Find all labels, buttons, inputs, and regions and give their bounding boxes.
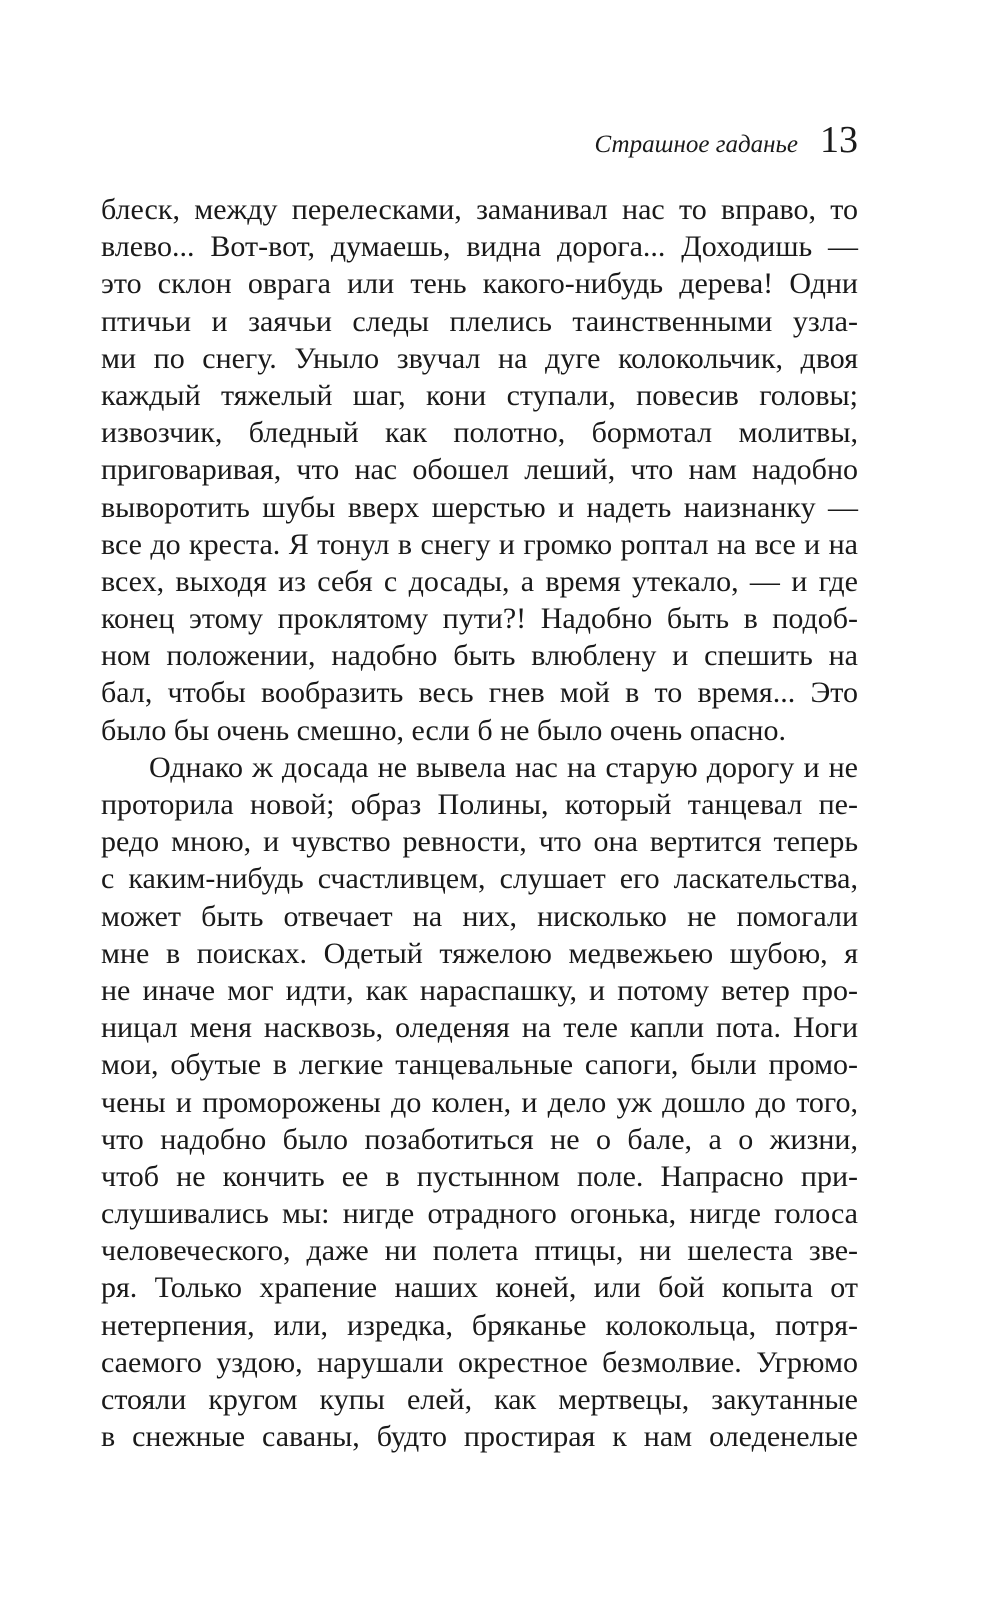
text-line: чтоб не кончить ее в пустынном поле. Напрасно при- bbox=[101, 1159, 858, 1193]
text-line: конец этому проклятому пути?! Надобно быть в подоб- bbox=[101, 602, 858, 636]
text-line: человеческого, даже ни полета птицы, ни шелеста зве- bbox=[101, 1234, 858, 1268]
text-line: влево... Вот-вот, думаешь, видна дорога... Доходишь — bbox=[101, 230, 858, 264]
text-line: редо мною, и чувство ревности, что она вертится теперь bbox=[101, 825, 858, 859]
text-line: птичьи и заячьи следы плелись таинственными узла- bbox=[101, 304, 858, 338]
paragraph bbox=[101, 749, 858, 1456]
text-line: нетерпения, или, изредка, бряканье колокольца, потря- bbox=[101, 1308, 858, 1342]
text-line: каждый тяжелый шаг, кони ступали, повесив головы; bbox=[101, 378, 858, 412]
running-title: Страшное гаданье bbox=[594, 131, 798, 158]
text-line: Однако ж досада не вывела нас на старую дорогу и не bbox=[149, 750, 858, 784]
text-line: в снежные саваны, будто простирая к нам оледенелые bbox=[101, 1420, 858, 1454]
text-line: мои, обутые в легкие танцевальные сапоги, были промо- bbox=[101, 1048, 858, 1082]
text-line: чены и проморожены до колен, и дело уж дошло до того, bbox=[101, 1085, 858, 1119]
text-line: саемого уздою, нарушали окрестное безмолвие. Угрюмо bbox=[101, 1345, 858, 1379]
text-line: всех, выходя из себя с досады, а время утекало, — и где bbox=[101, 564, 858, 598]
body-text bbox=[101, 191, 858, 1455]
text-line: ном положении, надобно быть влюблену и спешить на bbox=[101, 639, 858, 673]
text-line: ми по снегу. Уныло звучал на дуге колокольчик, двоя bbox=[101, 341, 858, 375]
text-line: с каким-нибудь счастливцем, слушает его ласкательства, bbox=[101, 862, 858, 896]
text-line: приговаривая, что нас обошел леший, что нам надобно bbox=[101, 453, 858, 487]
text-line: проторила новой; образ Полины, который танцевал пе- bbox=[101, 788, 858, 821]
text-line: блеск, между перелесками, заманивал нас то вправо, то bbox=[101, 193, 858, 226]
text-line: было бы очень смешно, если б не было очень опасно. bbox=[101, 713, 786, 747]
running-header bbox=[595, 118, 858, 162]
text-line: слушивались мы: нигде отрадного огонька, нигде голоса bbox=[101, 1197, 858, 1231]
text-line: ря. Только храпение наших коней, или бой копыта от bbox=[101, 1271, 858, 1305]
paragraph bbox=[101, 191, 858, 749]
text-line: мне в поисках. Одетый тяжелою медвежьею шубою, я bbox=[101, 936, 858, 970]
text-line: это склон оврага или тень какого-нибудь дерева! Одни bbox=[101, 267, 858, 301]
text-line: все до креста. Я тонул в снегу и громко роптал на все и на bbox=[101, 527, 858, 561]
text-line: бал, чтобы вообразить весь гнев мой в то время... Это bbox=[101, 676, 858, 710]
text-line: ницал меня насквозь, оледеняя на теле капли пота. Ноги bbox=[101, 1011, 858, 1045]
text-line: что надобно было позаботиться не о бале, а о жизни, bbox=[101, 1122, 858, 1156]
text-line: может быть отвечает на них, нисколько не помогали bbox=[101, 899, 858, 933]
text-line: извозчик, бледный как полотно, бормотал молитвы, bbox=[101, 416, 858, 450]
text-line: стояли кругом купы елей, как мертвецы, закутанные bbox=[101, 1383, 858, 1416]
page-number: 13 bbox=[820, 119, 858, 161]
text-line: выворотить шубы вверх шерстью и надеть наизнанку — bbox=[101, 490, 858, 524]
text-line: не иначе мог идти, как нараспашку, и потому ветер про- bbox=[101, 973, 858, 1007]
